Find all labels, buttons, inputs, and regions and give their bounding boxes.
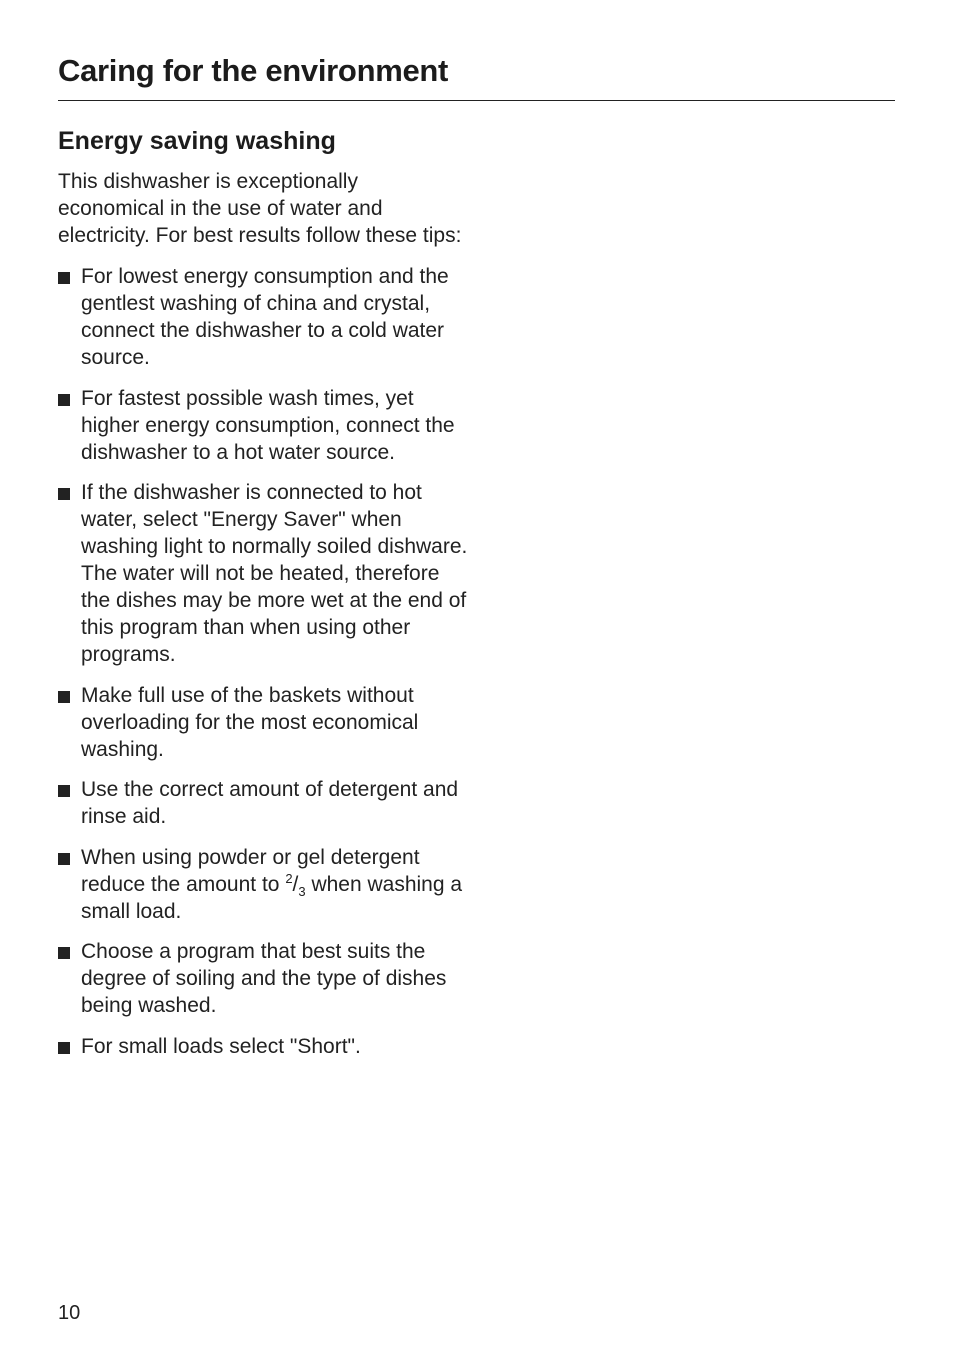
fraction-slash: /: [292, 872, 299, 896]
list-item: [58, 385, 468, 466]
list-item: [58, 263, 468, 371]
fraction-numerator: 2: [285, 870, 293, 886]
list-item: [58, 938, 468, 1019]
title-divider: [58, 100, 895, 101]
tip-text: If the dishwasher is connected to hot water, select "Energy Saver" when washing light to normally soiled dishware. The water will not be heated, therefore the dishes may be more wet at the end of this program than when using other programs.: [81, 481, 468, 666]
page-title: Caring for the environment: [58, 53, 449, 88]
list-item: [58, 844, 468, 925]
tip-text: Make full use of the baskets without overloading for the most economical washing.: [81, 683, 419, 761]
page-number: 10: [58, 1302, 81, 1324]
tips-list: [58, 263, 468, 1060]
square-bullet-icon: [58, 853, 70, 865]
section-heading: Energy saving washing: [58, 127, 336, 155]
list-item: [58, 1033, 468, 1060]
tip-text: Choose a program that best suits the degree of soiling and the type of dishes being washed.: [81, 940, 447, 1017]
square-bullet-icon: [58, 947, 70, 959]
list-item: [58, 682, 468, 763]
fraction-denominator: 3: [298, 883, 306, 899]
intro-paragraph: This dishwasher is exceptionally economical in the use of water and electricity. For best results follow these tips:: [58, 170, 462, 247]
main-content: [58, 124, 468, 1073]
square-bullet-icon: [58, 272, 70, 284]
tip-text: Use the correct amount of detergent and rinse aid.: [81, 778, 459, 828]
tip-text: For small loads select "Short".: [81, 1034, 361, 1058]
tip-text: For lowest energy consumption and the gentlest washing of china and crystal, connect the dishwasher to a cold water source.: [81, 265, 449, 369]
square-bullet-icon: [58, 1042, 70, 1054]
tip-text-before: When using powder or gel detergent reduce the amount to: [81, 845, 420, 896]
square-bullet-icon: [58, 691, 70, 703]
list-item: [58, 776, 468, 830]
tip-text-after: when washing a small load.: [81, 872, 463, 923]
tip-text: [81, 846, 462, 923]
tip-text: For fastest possible wash times, yet higher energy consumption, connect the dishwasher to a hot water source.: [81, 386, 455, 464]
square-bullet-icon: [58, 394, 70, 406]
square-bullet-icon: [58, 488, 70, 500]
square-bullet-icon: [58, 785, 70, 797]
list-item: [58, 479, 468, 668]
